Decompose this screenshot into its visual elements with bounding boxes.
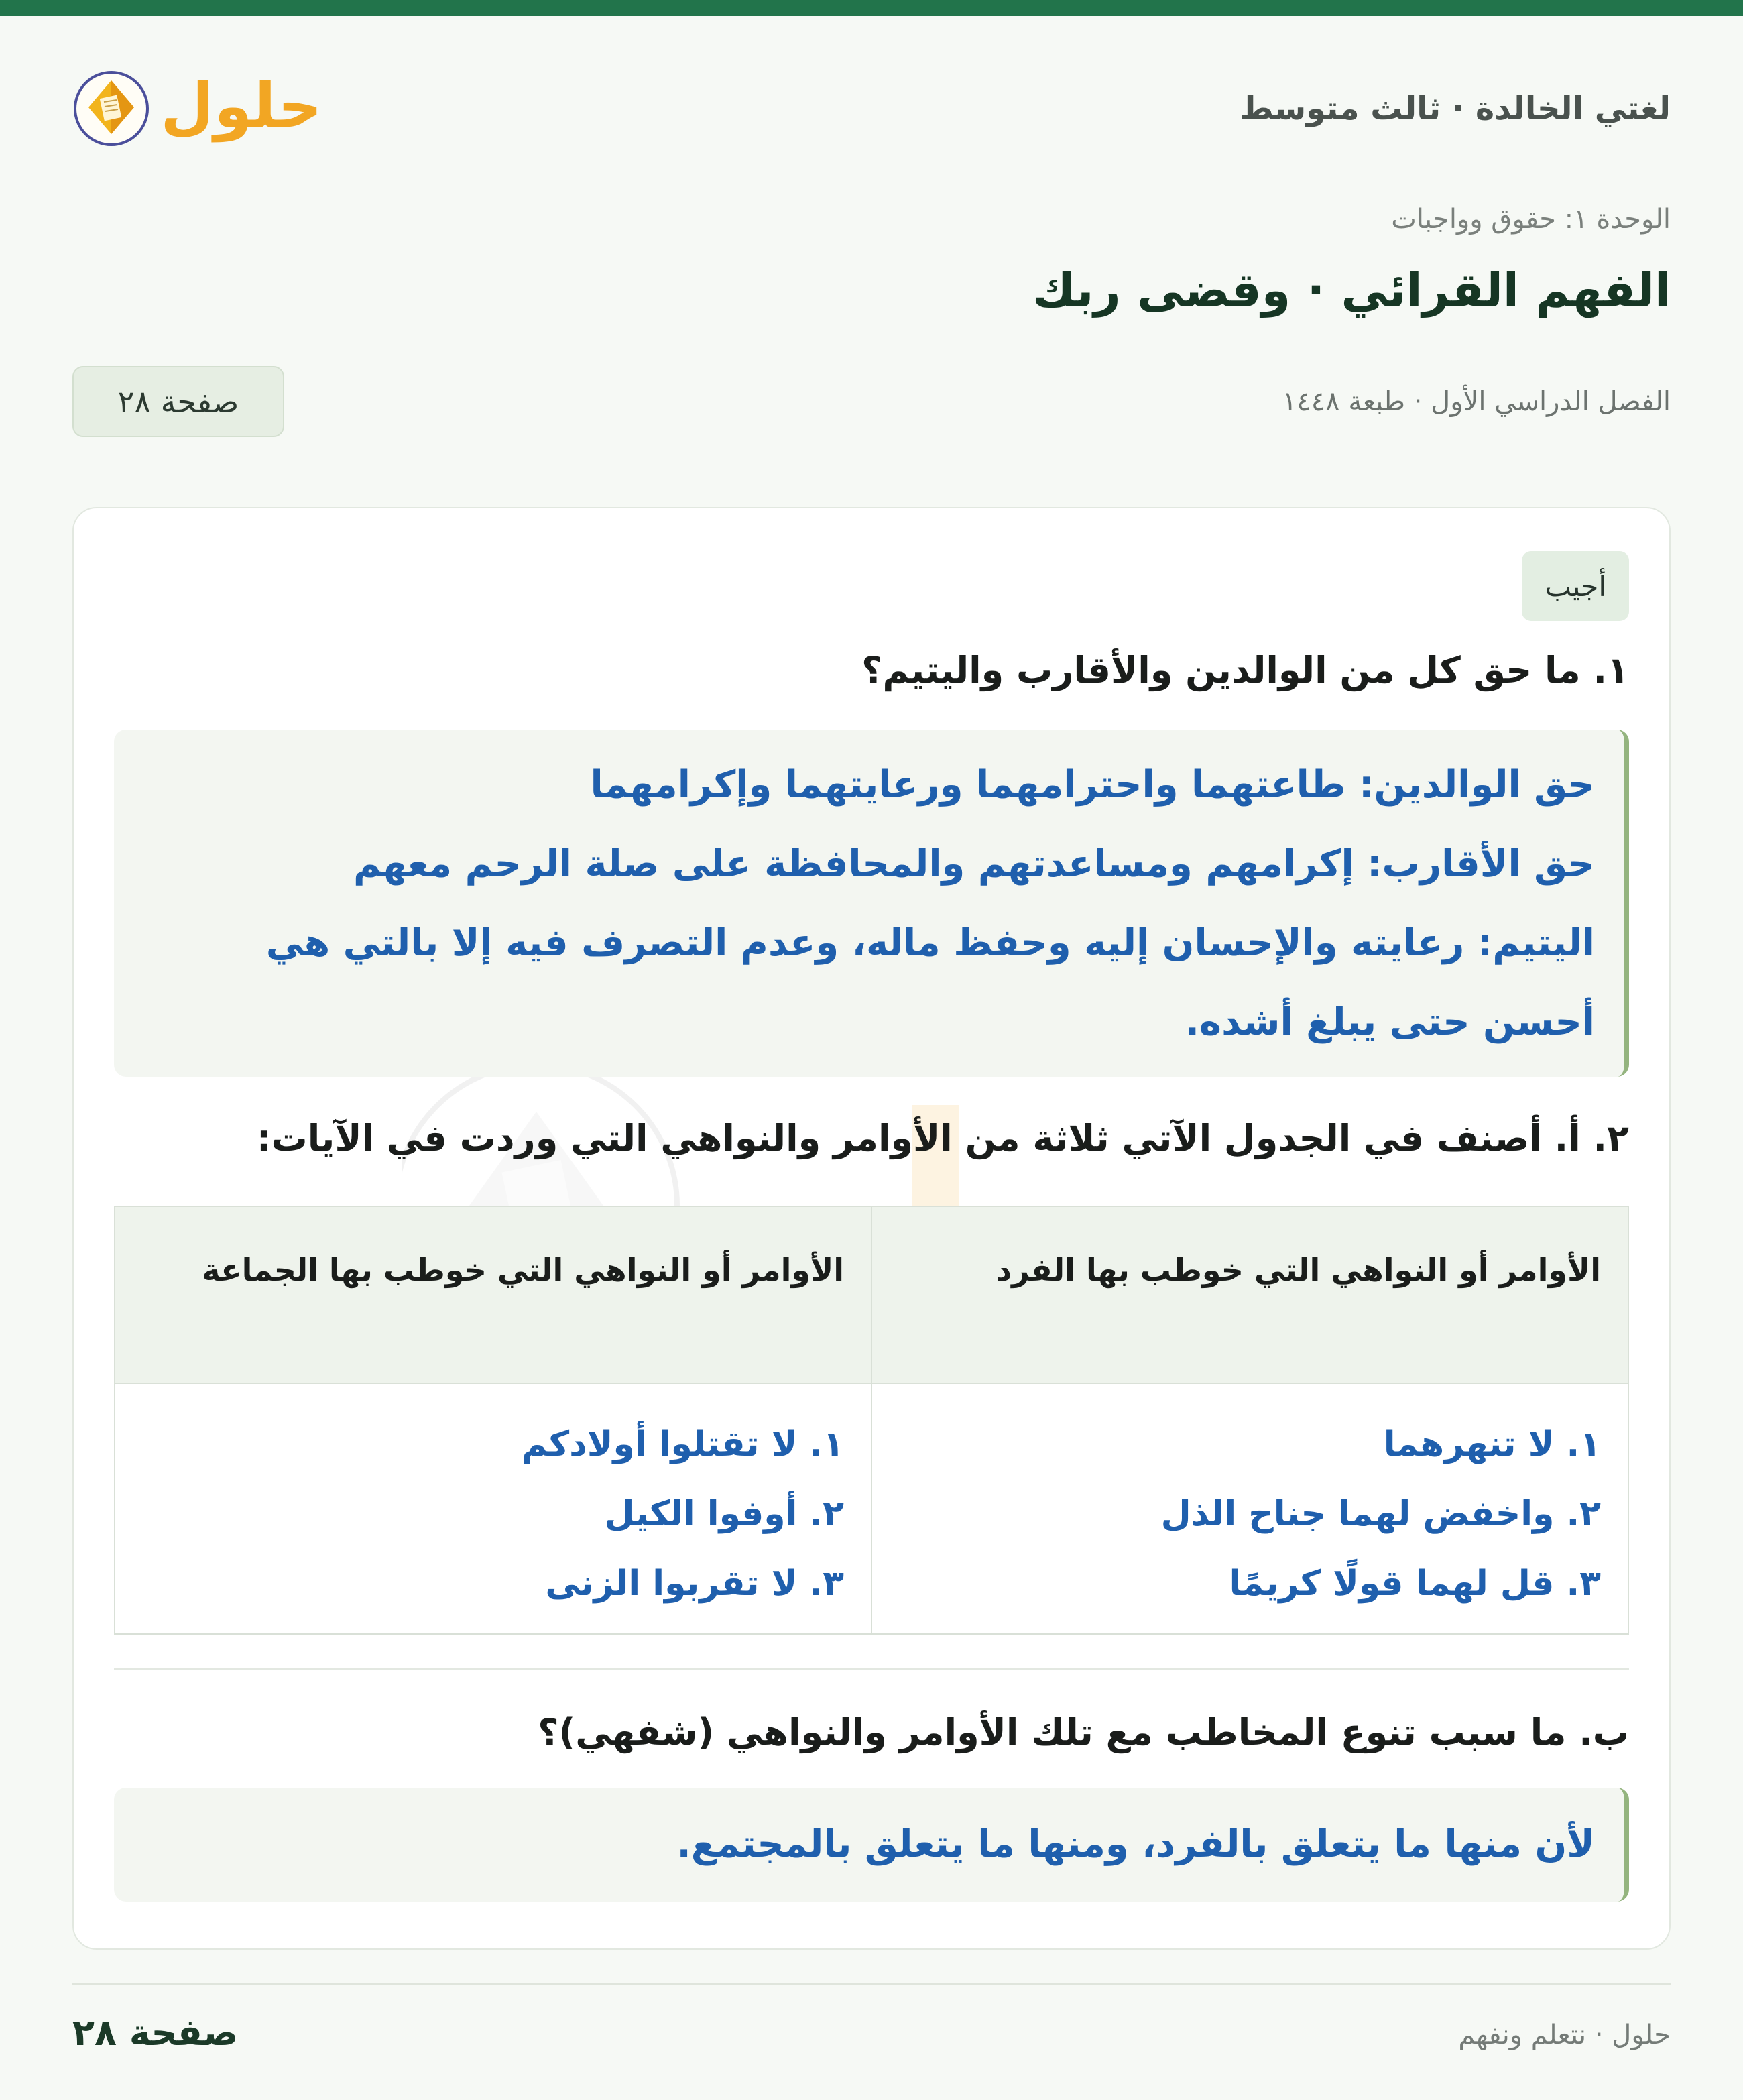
answer-1-line: اليتيم: رعايته والإحسان إليه وحفظ ماله، وعدم التصرف فيه إلا بالتي هي <box>265 921 1595 965</box>
individual-cell <box>872 1384 1628 1633</box>
answer-section-tag: أجيب <box>1522 551 1629 621</box>
unit-label: الوحدة ١: حقوق وواجبات <box>1391 204 1671 235</box>
table-row <box>115 1384 1628 1633</box>
individual-item: ٢. واخفض لهما جناح الذل <box>1160 1494 1601 1534</box>
answer-1-line: أحسن حتى يبلغ أشده. <box>1185 1000 1595 1044</box>
table-header-group <box>115 1207 872 1383</box>
question-2b: ب. ما سبب تنوع المخاطب مع تلك الأوامر والنواهي (شفهي)؟ <box>538 1711 1629 1753</box>
header-text: الأوامر أو النواهي التي خوطب بها الجماعة <box>202 1252 844 1288</box>
solution-card <box>72 507 1671 1950</box>
answer-2b-text: لأن منها ما يتعلق بالفرد، ومنها ما يتعلق بالمجتمع. <box>676 1822 1595 1866</box>
book-in-circle-icon <box>75 72 147 145</box>
answer-1-box <box>114 730 1629 1077</box>
semester-edition: الفصل الدراسي الأول · طبعة ١٤٤٨ <box>1282 386 1671 417</box>
table-header-individual <box>872 1207 1628 1383</box>
footer-page-number: صفحة ٢٨ <box>72 2011 239 2054</box>
group-item: ١. لا تقتلوا أولادكم <box>522 1424 844 1464</box>
brand-wordmark: حلول <box>160 70 322 142</box>
group-cell <box>115 1384 872 1633</box>
footer-brand: حلول · نتعلم ونفهم <box>1458 2020 1671 2050</box>
individual-item: ٣. قل لهما قولًا كريمًا <box>1229 1564 1601 1604</box>
answer-1-line: حق الأقارب: إكرامهم ومساعدتهم والمحافظة على صلة الرحم معهم <box>353 842 1595 886</box>
header-text: الأوامر أو النواهي التي خوطب بها الفرد <box>996 1252 1601 1288</box>
brand-logo[interactable] <box>72 62 327 149</box>
answer-2b-box <box>114 1788 1629 1902</box>
top-accent-bar <box>0 0 1743 16</box>
page-number-badge: صفحة ٢٨ <box>72 366 284 437</box>
group-item: ٢. أوفوا الكيل <box>604 1494 844 1534</box>
book-title: لغتي الخالدة · ثالث متوسط <box>1240 90 1671 127</box>
footer-divider <box>72 1983 1671 1985</box>
answer-1-line: حق الوالدين: طاعتهما واحترامهما ورعايتهما وإكرامهما <box>590 763 1595 807</box>
section-divider <box>114 1668 1629 1670</box>
table-header-row <box>115 1207 1628 1384</box>
group-item: ٣. لا تقربوا الزنى <box>545 1564 844 1604</box>
lesson-title: الفهم القرائي · وقضى ربك <box>1032 263 1671 318</box>
commands-table <box>114 1206 1629 1635</box>
page-header <box>72 54 1671 142</box>
individual-item: ١. لا تنهرهما <box>1383 1424 1601 1464</box>
question-2a: ٢. أ. أصنف في الجدول الآتي ثلاثة من الأوامر والنواهي التي وردت في الآيات: <box>256 1117 1629 1159</box>
question-1: ١. ما حق كل من الوالدين والأقارب واليتيم؟ <box>861 649 1629 691</box>
